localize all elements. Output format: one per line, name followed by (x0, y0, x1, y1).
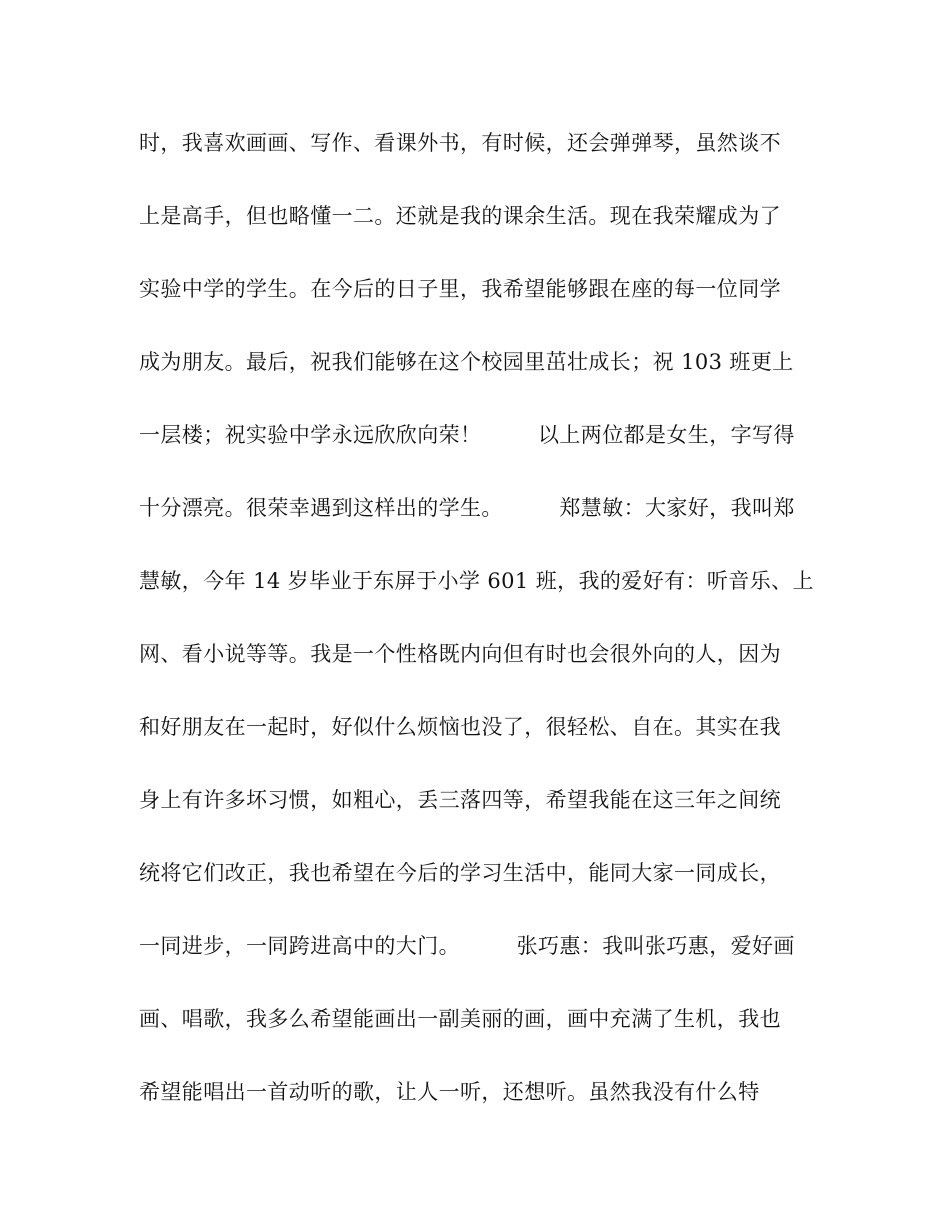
text-line-3: 实验中学的学生。在今后的日子里，我希望能够跟在座的每一位同学 (139, 277, 781, 301)
text-line-11: 统将它们改正，我也希望在今后的学习生活中，能同大家一同成长， (139, 861, 781, 885)
text-line-2: 上是高手，但也略懂一二。还就是我的课余生活。现在我荣耀成为了 (139, 204, 781, 228)
text-line-5: 一层楼；祝实验中学永远欣欣向荣！ 以上两位都是女生，字写得 (139, 423, 795, 447)
text-line-7: 慧敏，今年 14 岁毕业于东屏于小学 601 班，我的爱好有：听音乐、上 (139, 569, 814, 593)
text-line-13: 画、唱歌，我多么希望能画出一副美丽的画，画中充满了生机，我也 (139, 1007, 781, 1031)
body-text (139, 122, 819, 1144)
text-line-14: 希望能唱出一首动听的歌，让人一听，还想听。虽然我没有什么特 (139, 1080, 760, 1104)
text-line-8: 网、看小说等等。我是一个性格既内向但有时也会很外向的人，因为 (139, 642, 781, 666)
text-line-10: 身上有许多坏习惯，如粗心，丢三落四等，希望我能在这三年之间统 (139, 788, 781, 812)
text-line-9: 和好朋友在一起时，好似什么烦恼也没了，很轻松、自在。其实在我 (139, 715, 781, 739)
text-line-4: 成为朋友。最后，祝我们能够在这个校园里茁壮成长；祝 103 班更上 (139, 350, 794, 374)
text-line-6: 十分漂亮。很荣幸遇到这样出的学生。 郑慧敏：大家好，我叫郑 (139, 496, 795, 520)
text-line-12: 一同进步，一同跨进高中的大门。 张巧惠：我叫张巧惠，爱好画 (139, 934, 795, 958)
text-line-1: 时，我喜欢画画、写作、看课外书，有时候，还会弹弹琴，虽然谈不 (139, 131, 781, 155)
